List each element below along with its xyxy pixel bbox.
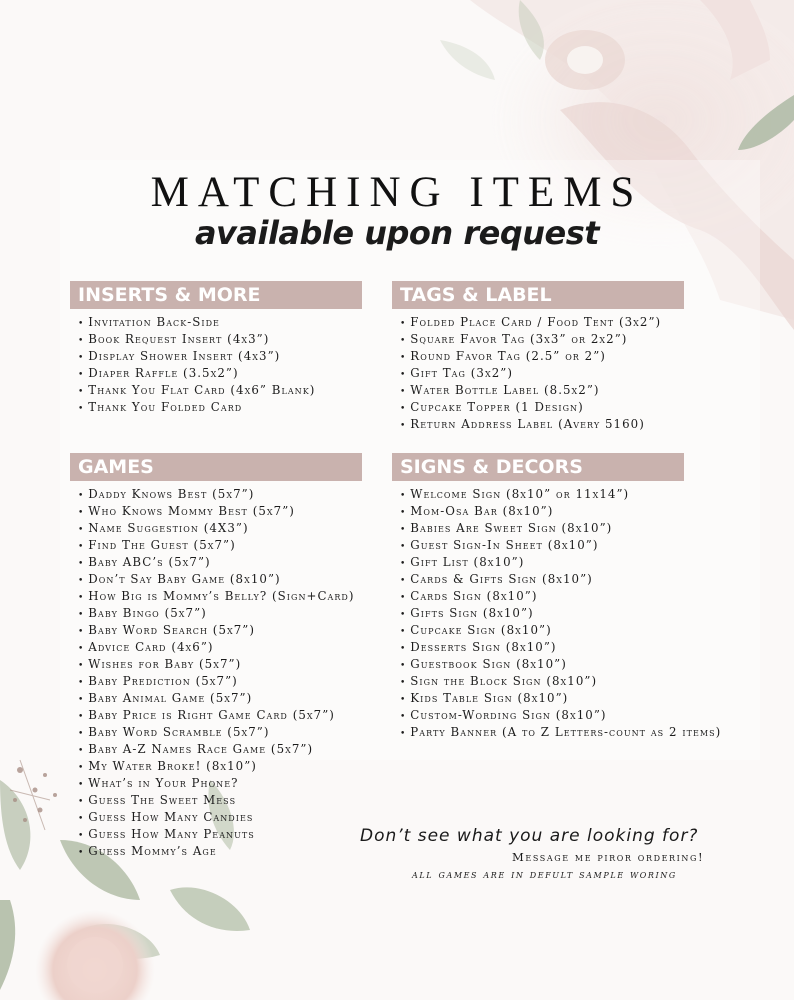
games-list [70, 486, 362, 860]
list-item: • What’s in Your Phone? [78, 775, 362, 792]
list-item: • Cards Sign (8x10”) [400, 588, 684, 605]
list-item: • Guess How Many Peanuts [78, 826, 362, 843]
list-item: • Mom-Osa Bar (8x10”) [400, 503, 684, 520]
list-item: • Guess The Sweet Mess [78, 792, 362, 809]
list-item: • Find The Guest (5x7”) [78, 537, 362, 554]
list-item: • Cards & Gifts Sign (8x10”) [400, 571, 684, 588]
list-item: • My Water Broke! (8x10”) [78, 758, 362, 775]
inserts-list [70, 314, 362, 416]
list-item: • Who Knows Mommy Best (5x7”) [78, 503, 362, 520]
list-item: • Book Request Insert (4x3”) [78, 331, 362, 348]
footer-message: Message me piror ordering! [512, 850, 705, 864]
list-item: • Welcome Sign (8x10” or 11x14”) [400, 486, 684, 503]
list-item: • Advice Card (4x6”) [78, 639, 362, 656]
list-item: • Cupcake Sign (8x10”) [400, 622, 684, 639]
list-item: • Party Banner (A to Z Letters-count as 2 items) [400, 724, 684, 741]
list-item: • Custom-Wording Sign (8x10”) [400, 707, 684, 724]
list-item: • Guess How Many Candies [78, 809, 362, 826]
list-item: • Sign the Block Sign (8x10”) [400, 673, 684, 690]
list-item: • Baby Word Search (5x7”) [78, 622, 362, 639]
signs-heading: SIGNS & DECORS [392, 453, 684, 481]
page-title: MATCHING ITEMS [150, 169, 644, 216]
games-section [70, 453, 362, 860]
tags-list [392, 314, 684, 433]
list-item: • Thank You Folded Card [78, 399, 362, 416]
list-item: • Baby Word Scramble (5x7”) [78, 724, 362, 741]
list-item: • Guess Mommy’s Age [78, 843, 362, 860]
list-item: • Gift Tag (3x2”) [400, 365, 684, 382]
list-item: • Name Suggestion (4X3”) [78, 520, 362, 537]
list-item: • Baby Price is Right Game Card (5x7”) [78, 707, 362, 724]
list-item: • Daddy Knows Best (5x7”) [78, 486, 362, 503]
signs-section [392, 453, 722, 741]
footer-note: all games are in defult sample woring [412, 867, 677, 881]
list-item: • Water Bottle Label (8.5x2”) [400, 382, 684, 399]
list-item: • Round Favor Tag (2.5” or 2”) [400, 348, 684, 365]
list-item: • Baby Bingo (5x7”) [78, 605, 362, 622]
list-item: • Return Address Label (Avery 5160) [400, 416, 684, 433]
signs-list [392, 486, 722, 741]
flower-decoration [35, 910, 155, 1000]
list-item: • Invitation Back-Side [78, 314, 362, 331]
footer-question: Don’t see what you are looking for? [360, 826, 699, 846]
list-item: • Wishes for Baby (5x7”) [78, 656, 362, 673]
list-item: • Thank You Flat Card (4x6” Blank) [78, 382, 362, 399]
list-item: • Baby Prediction (5x7”) [78, 673, 362, 690]
tags-heading: TAGS & LABEL [392, 281, 684, 309]
list-item: • Babies Are Sweet Sign (8x10”) [400, 520, 684, 537]
list-item: • Gift List (8x10”) [400, 554, 684, 571]
list-item: • Don’t Say Baby Game (8x10”) [78, 571, 362, 588]
games-heading: GAMES [70, 453, 362, 481]
list-item: • Guest Sign-In Sheet (8x10”) [400, 537, 684, 554]
list-item: • Folded Place Card / Food Tent (3x2”) [400, 314, 684, 331]
list-item: • How Big is Mommy’s Belly? (Sign+Card) [78, 588, 362, 605]
list-item: • Gifts Sign (8x10”) [400, 605, 684, 622]
inserts-section [70, 281, 362, 416]
inserts-heading: INSERTS & MORE [70, 281, 362, 309]
tags-section [392, 281, 684, 433]
list-item: • Display Shower Insert (4x3”) [78, 348, 362, 365]
page-subtitle: available upon request [194, 214, 600, 252]
list-item: • Diaper Raffle (3.5x2”) [78, 365, 362, 382]
list-item: • Square Favor Tag (3x3” or 2x2”) [400, 331, 684, 348]
list-item: • Baby A-Z Names Race Game (5x7”) [78, 741, 362, 758]
list-item: • Baby Animal Game (5x7”) [78, 690, 362, 707]
list-item: • Baby ABC’s (5x7”) [78, 554, 362, 571]
list-item: • Guestbook Sign (8x10”) [400, 656, 684, 673]
list-item: • Kids Table Sign (8x10”) [400, 690, 684, 707]
list-item: • Desserts Sign (8x10”) [400, 639, 684, 656]
list-item: • Cupcake Topper (1 Design) [400, 399, 684, 416]
